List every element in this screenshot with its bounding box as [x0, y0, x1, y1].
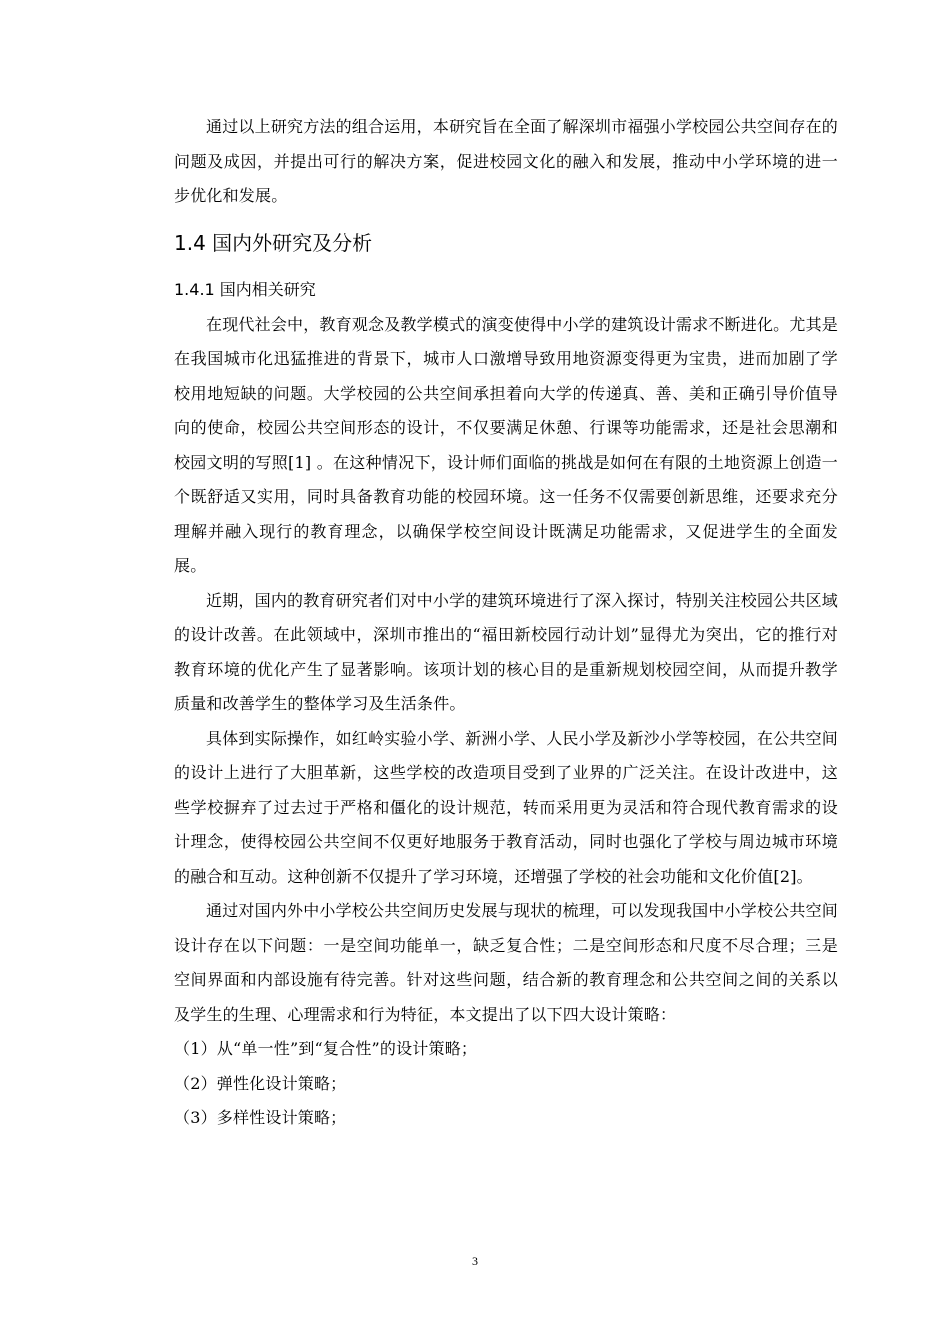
list-item: （1）从“单一性”到“复合性”的设计策略；: [174, 1039, 478, 1058]
list-item: （3）多样性设计策略；: [174, 1108, 347, 1127]
page-number: 3: [472, 1254, 478, 1268]
section-heading: 1.4 国内外研究及分析: [174, 230, 373, 255]
body-paragraph: 通过以上研究方法的组合运用，本研究旨在全面了解深圳市福强小学校园公共空间存在的问题及成因，并提出可行的解决方案，促进校园文化的融入和发展，推动中小学环境的进一步优化和发展。: [174, 117, 838, 205]
body-paragraph: 近期，国内的教育研究者们对中小学的建筑环境进行了深入探讨，特别关注校园公共区域的设计改善。在此领域中，深圳市推出的“福田新校园行动计划”显得尤为突出，它的推行对教育环境的优化产生了显著影响。该项计划的核心目的是重新规划校园空间，从而提升教学质量和改善学生的整体学习及生活条件。: [174, 590, 838, 713]
page-content: [174, 110, 838, 1136]
body-paragraph: 具体到实际操作，如红岭实验小学、新洲小学、人民小学及新沙小学等校园，在公共空间的设计上进行了大胆革新，这些学校的改造项目受到了业界的广泛关注。在设计改进中，这些学校摒弃了过去过于严格和僵化的设计规范，转而采用更为灵活和符合现代教育需求的设计理念，使得校园公共空间不仅更好地服务于教育活动，同时也强化了学校与周边城市环境的融合和互动。这种创新不仅提升了学习环境，还增强了学校的社会功能和文化价值[2]。: [174, 728, 838, 886]
list-item: （2）弹性化设计策略；: [174, 1073, 347, 1093]
body-paragraph: 通过对国内外中小学校公共空间历史发展与现状的梳理，可以发现我国中小学校公共空间设计存在以下问题：一是空间功能单一，缺乏复合性；二是空间形态和尺度不尽合理；三是空间界面和内部设施有待完善。针对这些问题，结合新的教育理念和公共空间之间的关系以及学生的生理、心理需求和行为特征，本文提出了以下四大设计策略：: [174, 901, 838, 1024]
body-paragraph: 在现代社会中，教育观念及教学模式的演变使得中小学的建筑设计需求不断进化。尤其是在我国城市化迅猛推进的背景下，城市人口激增导致用地资源变得更为宝贵，进而加剧了学校用地短缺的问题。大学校园的公共空间承担着向大学的传递真、善、美和正确引导价值导向的使命，校园公共空间形态的设计，不仅要满足休憩、行课等功能需求，还是社会思潮和校园文明的写照[1] 。在这种情况下，设计师们面临的挑战是如何在有限的土地资源上创造一个既舒适又实用，同时具备教育功能的校园环境。这一任务不仅需要创新思维，还要求充分理解并融入现行的教育理念，以确保学校空间设计既满足功能需求，又促进学生的全面发展。: [174, 314, 838, 575]
subsection-heading: 1.4.1 国内相关研究: [174, 279, 316, 299]
